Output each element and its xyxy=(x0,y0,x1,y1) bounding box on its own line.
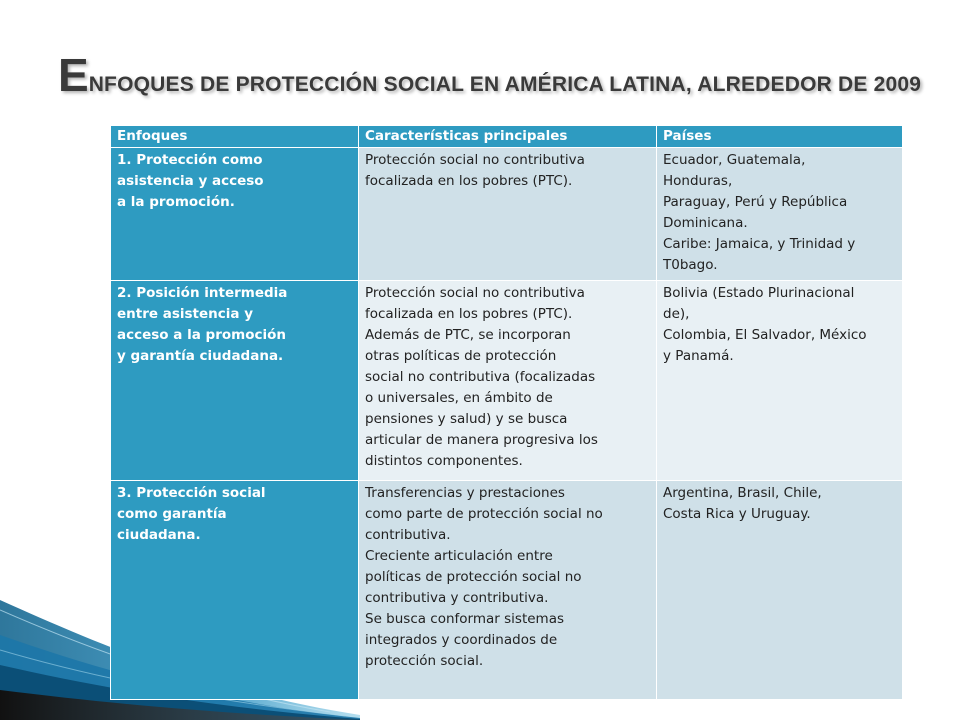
header-enfoques: Enfoques xyxy=(111,126,359,148)
cell-line: pensiones y salud) y se busca xyxy=(365,411,568,427)
table-row xyxy=(111,148,903,281)
cell-line: o universales, en ámbito de xyxy=(365,390,553,406)
slide-title xyxy=(58,48,938,102)
cell-line: Bolivia (Estado Plurinacional xyxy=(663,285,855,301)
title-initial: E xyxy=(58,49,89,101)
cell-enfoque xyxy=(111,481,359,700)
title-rest: NFOQUES DE PROTECCIÓN SOCIAL EN AMÉRICA LATINA, ALREDEDOR DE 2009 xyxy=(88,73,922,96)
cell-line: Colombia, El Salvador, México xyxy=(663,327,867,343)
cell-line: Paraguay, Perú y República xyxy=(663,194,848,210)
cell-line: distintos componentes. xyxy=(365,453,523,469)
cell-caracteristicas xyxy=(359,481,657,700)
cell-line: contributiva y contributiva. xyxy=(365,590,549,606)
cell-line: políticas de protección social no xyxy=(365,569,582,585)
cell-line: de), xyxy=(663,306,690,322)
cell-line: asistencia y acceso xyxy=(117,173,264,189)
cell-paises xyxy=(657,481,903,700)
cell-line: como parte de protección social no xyxy=(365,506,603,522)
cell-line: 3. Protección social xyxy=(117,485,266,501)
cell-line: ciudadana. xyxy=(117,527,201,543)
cell-line: entre asistencia y xyxy=(117,306,254,322)
cell-line: focalizada en los pobres (PTC). xyxy=(365,306,573,322)
cell-line: Ecuador, Guatemala, xyxy=(663,152,806,168)
cell-line: articular de manera progresiva los xyxy=(365,432,598,448)
cell-caracteristicas xyxy=(359,148,657,281)
cell-line: Protección social no contributiva xyxy=(365,152,585,168)
cell-line: Dominicana. xyxy=(663,215,748,231)
cell-line: Costa Rica y Uruguay. xyxy=(663,506,811,522)
cell-line: Caribe: Jamaica, y Trinidad y xyxy=(663,236,856,252)
cell-line: Argentina, Brasil, Chile, xyxy=(663,485,822,501)
cell-line: Además de PTC, se incorporan xyxy=(365,327,571,343)
cell-line: otras políticas de protección xyxy=(365,348,557,364)
cell-line: protección social. xyxy=(365,653,484,669)
cell-caracteristicas xyxy=(359,281,657,481)
cell-enfoque xyxy=(111,281,359,481)
table-row xyxy=(111,281,903,481)
cell-line: 1. Protección como xyxy=(117,152,263,168)
cell-enfoque xyxy=(111,148,359,281)
header-paises: Países xyxy=(657,126,903,148)
cell-line: integrados y coordinados de xyxy=(365,632,558,648)
table-header-row xyxy=(111,126,903,148)
cell-paises xyxy=(657,281,903,481)
cell-paises xyxy=(657,148,903,281)
header-caracteristicas: Características principales xyxy=(359,126,657,148)
cell-line: y garantía ciudadana. xyxy=(117,348,284,364)
cell-line: Creciente articulación entre xyxy=(365,548,553,564)
cell-line: focalizada en los pobres (PTC). xyxy=(365,173,573,189)
cell-line: social no contributiva (focalizadas xyxy=(365,369,596,385)
enfoques-table xyxy=(110,125,903,700)
cell-line: a la promoción. xyxy=(117,194,235,210)
cell-line: acceso a la promoción xyxy=(117,327,286,343)
cell-line: como garantía xyxy=(117,506,227,522)
cell-line: 2. Posición intermedia xyxy=(117,285,288,301)
cell-line: Honduras, xyxy=(663,173,733,189)
cell-line: Se busca conformar sistemas xyxy=(365,611,565,627)
cell-line: Transferencias y prestaciones xyxy=(365,485,565,501)
table-row xyxy=(111,481,903,700)
cell-line: contributiva. xyxy=(365,527,451,543)
cell-line: T0bago. xyxy=(663,257,718,273)
cell-line: y Panamá. xyxy=(663,348,734,364)
cell-line: Protección social no contributiva xyxy=(365,285,585,301)
